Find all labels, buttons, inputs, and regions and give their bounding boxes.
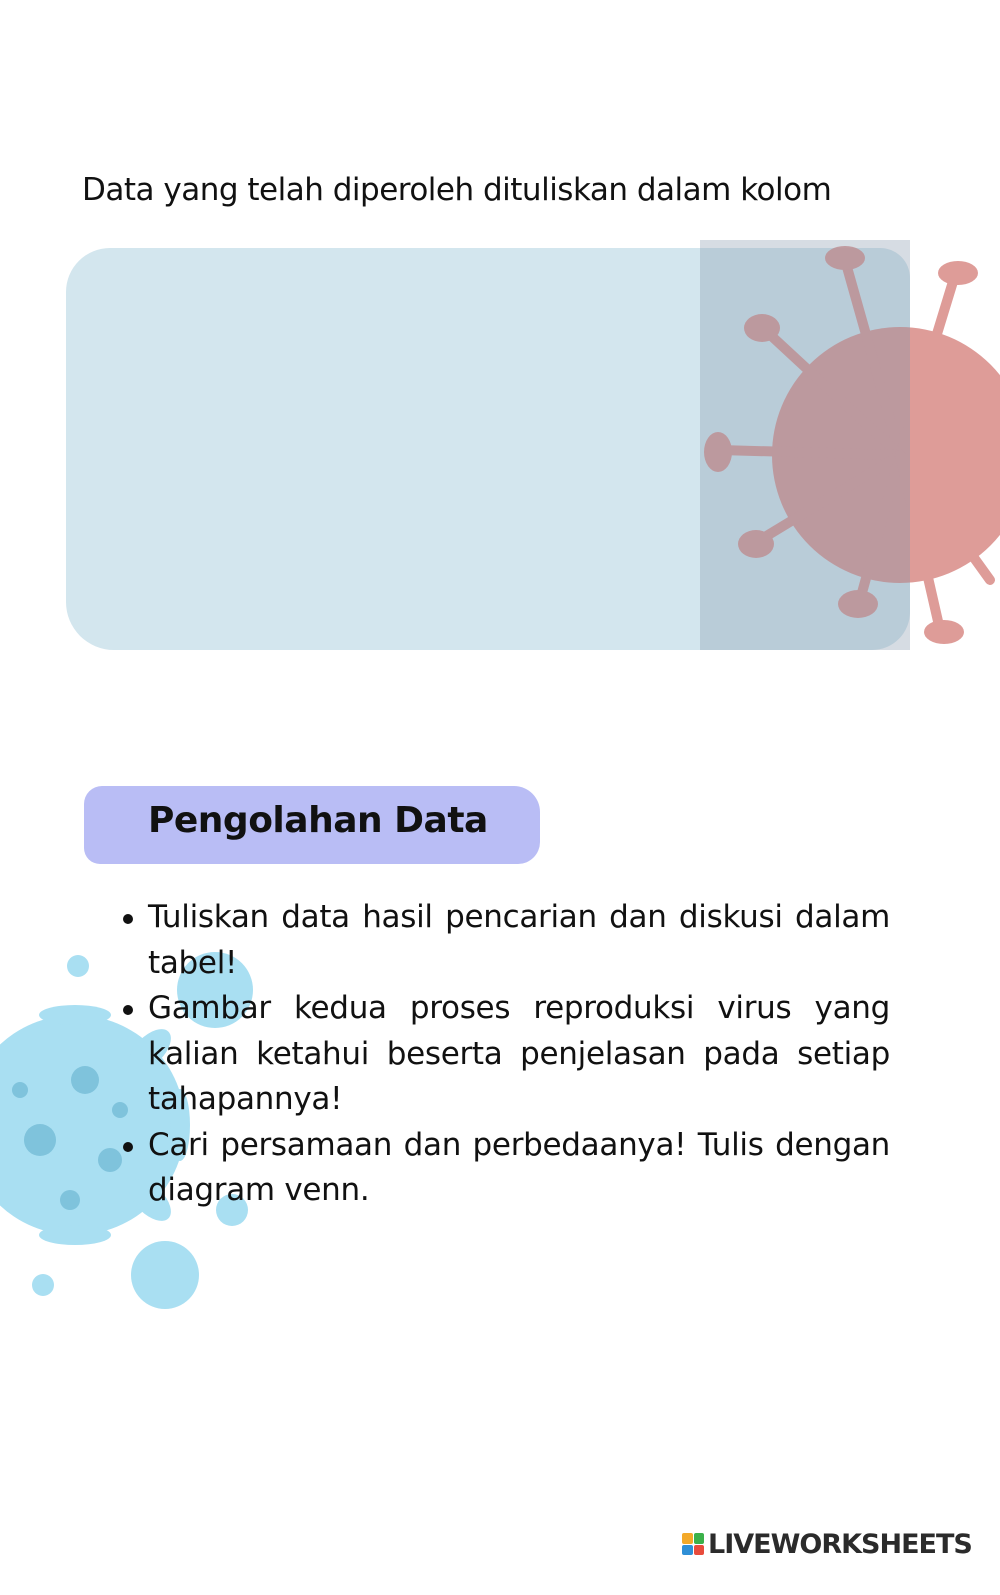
intro-text: Data yang telah diperoleh dituliskan dalam kolom — [82, 172, 832, 208]
brand-name: LIVEWORKSHEETS — [708, 1528, 972, 1560]
liveworksheets-logo-icon — [682, 1533, 704, 1555]
list-item: Gambar kedua proses reproduksi virus yang kalian ketahui beserta penjelasan pada setiap tahapannya! — [148, 986, 890, 1123]
list-item: Tuliskan data hasil pencarian dan diskusi dalam tabel! — [148, 895, 890, 986]
task-list — [148, 895, 890, 1214]
brand[interactable] — [682, 1527, 972, 1561]
section-title: Pengolahan Data — [148, 800, 488, 841]
list-item: Cari persamaan dan perbedaanya! Tulis dengan diagram venn. — [148, 1123, 890, 1214]
virus-icon — [700, 240, 1000, 650]
